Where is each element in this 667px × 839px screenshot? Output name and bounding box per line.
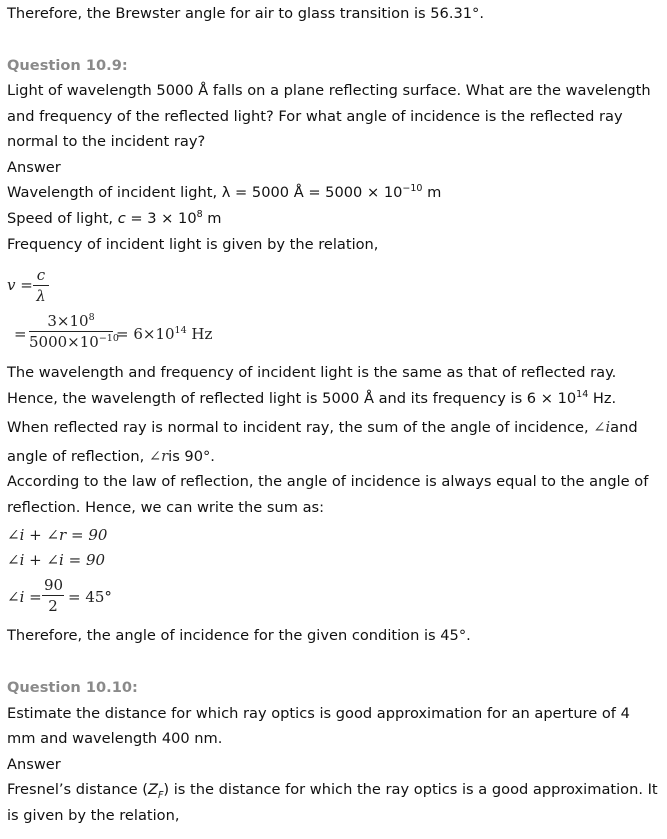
frequency-fraction: $\frac{3\times 10^8}{5000\times 10^{-10}}$ [29,312,119,351]
law-of-reflection-line-2: reflection. Hence, we can write the sum as: [7,499,325,516]
angle-sum-equation-2: ∠i + ∠i = 90 [7,551,106,569]
question-10-10-line-1: Estimate the distance for which ray optics is good approximation for an aperture of 4 [7,705,630,722]
angle-i-result: = 45° [68,588,112,606]
normal-ray-line: When reflected ray is normal to incident ray, the sum of the angle of incidence, ∠iand [7,419,638,436]
question-10-9-line-3: normal to the incident ray? [7,133,206,150]
question-10-10-heading: Question 10.10: [7,679,138,696]
fresnel-distance-line: Fresnel’s distance $(Z_F)$ is the distance for which the ray optics is a good approximation. It [7,781,658,801]
reflection-angle-line: angle of reflection, ∠ris 90°. [7,448,215,465]
equals-sign: = [14,325,27,343]
wavelength-line: Wavelength of incident light, λ = 5000 Å = $5000 \times 10^{-10}$ m [7,183,442,201]
given-by-line: is given by the relation, [7,807,180,824]
frequency-result: = $6\times 10^{14}$ Hz [116,325,213,343]
angle-i-lhs: ∠i = [7,588,42,606]
question-10-9-heading: Question 10.9: [7,57,128,74]
nu-lhs: v = [7,276,33,294]
hence-line: Hence, the wavelength of reflected light is 5000 Å and its frequency is $6 \times 10^{14}$ Hz. [7,389,617,407]
answer-label-2: Answer [7,756,61,773]
question-10-10-line-2: mm and wavelength 400 nm. [7,730,223,747]
brewster-conclusion: Therefore, the Brewster angle for air to glass transition is 56.31°. [7,5,484,22]
ninety-over-two-fraction: $\frac{90}{2}$ [44,576,64,615]
same-as-line: The wavelength and frequency of incident light is the same as that of reflected ray. [7,364,617,381]
angle-sum-equation-1: ∠i + ∠r = 90 [7,526,108,544]
c-over-lambda-fraction: $\frac{c}{\lambda}$ [33,266,49,305]
question-10-9-line-2: and frequency of the reflected light? For what angle of incidence is the reflected ray [7,108,623,125]
forty-five-conclusion: Therefore, the angle of incidence for the given condition is 45°. [7,627,471,644]
speed-of-light-line: Speed of light, $c = 3 \times 10^8$ m [7,209,222,227]
law-of-reflection-line-1: According to the law of reflection, the angle of incidence is always equal to the angle of [7,473,649,490]
answer-label: Answer [7,159,61,176]
frequency-relation-line: Frequency of incident light is given by the relation, [7,236,379,253]
question-10-9-line-1: Light of wavelength 5000 Å falls on a plane reflecting surface. What are the wavelength [7,82,651,99]
